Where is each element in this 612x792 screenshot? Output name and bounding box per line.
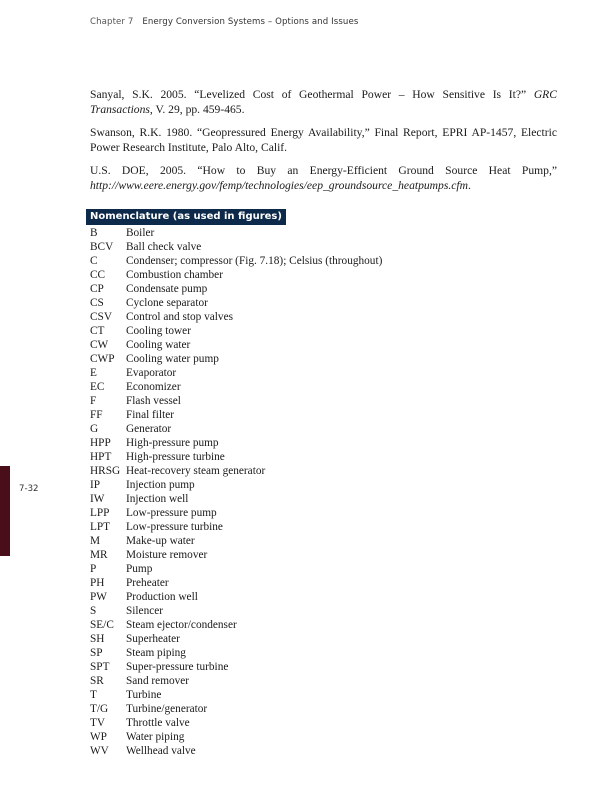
nomenclature-abbr: C [90,255,98,267]
reference-url[interactable]: http://www.eere.energy.gov/femp/technologies/eep_groundsource_heatpumps.cfm [90,179,469,192]
nomenclature-row [90,324,382,338]
nomenclature-desc: Sand remover [126,675,190,687]
nomenclature-row [90,730,382,744]
nomenclature-row [90,506,382,520]
nomenclature-row [90,646,382,660]
nomenclature-desc: Pump [126,563,153,575]
nomenclature-row [90,674,382,688]
nomenclature-row [90,464,382,478]
nomenclature-row [90,632,382,646]
nomenclature-desc: Low-pressure pump [126,507,217,519]
running-header [90,17,358,27]
nomenclature-abbr: SP [90,647,103,659]
nomenclature-desc: High-pressure pump [126,437,219,449]
nomenclature-abbr: B [90,227,98,239]
nomenclature-abbr: WV [90,745,109,757]
nomenclature-abbr: CSV [90,311,112,323]
nomenclature-desc: High-pressure turbine [126,451,225,463]
nomenclature-abbr: SH [90,633,105,645]
nomenclature-row [90,478,382,492]
reference-entry: Swanson, R.K. 1980. “Geopressured Energy Availability,” Final Report, EPRI AP-1457, Electric Power Research Institute, Palo Alto, Calif. [90,126,557,154]
nomenclature-abbr: FF [90,409,103,421]
nomenclature-desc: Make-up water [126,535,195,547]
nomenclature-desc: Super-pressure turbine [126,661,229,673]
nomenclature-row [90,520,382,534]
nomenclature-abbr: MR [90,549,108,561]
nomenclature-desc: Turbine [126,689,162,701]
nomenclature-row [90,576,382,590]
nomenclature-desc: Turbine/generator [126,703,208,715]
nomenclature-abbr: G [90,423,99,435]
nomenclature-row [90,548,382,562]
nomenclature-row [90,590,382,604]
nomenclature-desc: Steam piping [126,647,186,659]
nomenclature-row [90,282,382,296]
nomenclature-desc: Wellhead valve [126,745,196,757]
chapter-title: Energy Conversion Systems – Options and Issues [142,17,359,27]
nomenclature-abbr: CWP [90,353,115,365]
nomenclature-abbr: S [90,605,97,617]
nomenclature-row [90,338,382,352]
nomenclature-abbr: CS [90,297,104,309]
nomenclature-desc: Heat-recovery steam generator [126,465,266,477]
chapter-label: Chapter 7 [90,17,134,27]
nomenclature-row [90,702,382,716]
nomenclature-row [90,744,382,758]
references-list [90,87,557,201]
nomenclature-abbr: CW [90,339,109,351]
nomenclature-desc: Throttle valve [126,717,190,729]
nomenclature-row [90,394,382,408]
nomenclature-row [90,534,382,548]
nomenclature-abbr: SE/C [90,619,114,631]
nomenclature-row [90,366,382,380]
nomenclature-row [90,296,382,310]
nomenclature-desc: Injection well [126,493,189,505]
nomenclature-row [90,254,382,268]
nomenclature-abbr: SR [90,675,104,687]
nomenclature-abbr: CC [90,269,106,281]
nomenclature-desc: Cooling tower [126,325,191,337]
nomenclature-row [90,422,382,436]
nomenclature-desc: Generator [126,423,172,435]
nomenclature-desc: Evaporator [126,367,177,379]
nomenclature-desc: Low-pressure turbine [126,521,223,533]
nomenclature-abbr: E [90,367,97,379]
nomenclature-desc: Flash vessel [126,395,181,407]
nomenclature-desc: Production well [126,591,198,603]
nomenclature-desc: Ball check valve [126,241,202,253]
nomenclature-row [90,492,382,506]
nomenclature-row [90,562,382,576]
nomenclature-abbr: IW [90,493,105,505]
nomenclature-row [90,310,382,324]
nomenclature-row [90,436,382,450]
nomenclature-abbr: PH [90,577,105,589]
nomenclature-desc: Cyclone separator [126,297,208,309]
nomenclature-desc: Economizer [126,381,181,393]
nomenclature-row [90,688,382,702]
nomenclature-heading: Nomenclature (as used in figures) [86,209,286,225]
nomenclature-abbr: SPT [90,661,110,673]
nomenclature-abbr: HRSG [90,465,121,477]
nomenclature-row [90,450,382,464]
nomenclature-abbr: HPT [90,451,112,463]
nomenclature-desc: Injection pump [126,479,195,491]
nomenclature-row [90,352,382,366]
nomenclature-abbr: HPP [90,437,111,449]
nomenclature-abbr: CT [90,325,105,337]
nomenclature-abbr: T [90,689,97,701]
nomenclature-row [90,716,382,730]
nomenclature-desc: Condensate pump [126,283,208,295]
nomenclature-desc: Preheater [126,577,169,589]
nomenclature-abbr: PW [90,591,107,603]
nomenclature-abbr: IP [90,479,101,491]
nomenclature-row [90,618,382,632]
nomenclature-list [90,226,382,758]
nomenclature-desc: Superheater [126,633,180,645]
nomenclature-row [90,268,382,282]
nomenclature-desc: Moisture remover [126,549,208,561]
nomenclature-desc: Final filter [126,409,175,421]
nomenclature-row [90,240,382,254]
nomenclature-abbr: EC [90,381,105,393]
nomenclature-desc: Combustion chamber [126,269,223,281]
nomenclature-row [90,604,382,618]
nomenclature-abbr: LPP [90,507,110,519]
nomenclature-abbr: BCV [90,241,114,253]
nomenclature-desc: Silencer [126,605,164,617]
reference-entry: Sanyal, S.K. 2005. “Levelized Cost of Geothermal Power – How Sensitive Is It?” GRC Transactions, V. 29, pp. 459-465. [90,88,557,116]
nomenclature-desc: Steam ejector/condenser [126,619,237,631]
page-number: 7-32 [19,484,39,494]
nomenclature-abbr: TV [90,717,106,729]
nomenclature-row [90,660,382,674]
nomenclature-row [90,380,382,394]
nomenclature-abbr: CP [90,283,104,295]
nomenclature-desc: Cooling water pump [126,353,219,365]
nomenclature-abbr: WP [90,731,107,743]
nomenclature-abbr: M [90,535,101,547]
nomenclature-desc: Control and stop valves [126,311,233,323]
reference-entry: U.S. DOE, 2005. “How to Buy an Energy-Efficient Ground Source Heat Pump,” http://www.eere.energy.gov/femp/technologies/eep_groundsource_heatpumps.cfm. [90,164,557,192]
nomenclature-abbr: T/G [90,703,109,715]
nomenclature-abbr: F [90,395,97,407]
nomenclature-row [90,408,382,422]
nomenclature-row [90,226,382,240]
nomenclature-abbr: LPT [90,521,111,533]
nomenclature-desc: Boiler [126,227,155,239]
nomenclature-abbr: P [90,563,97,575]
nomenclature-desc: Water piping [126,731,185,743]
nomenclature-desc: Condenser; compressor (Fig. 7.18); Celsius (throughout) [126,255,383,267]
nomenclature-desc: Cooling water [126,339,191,351]
chapter-tab-bar [0,466,10,556]
